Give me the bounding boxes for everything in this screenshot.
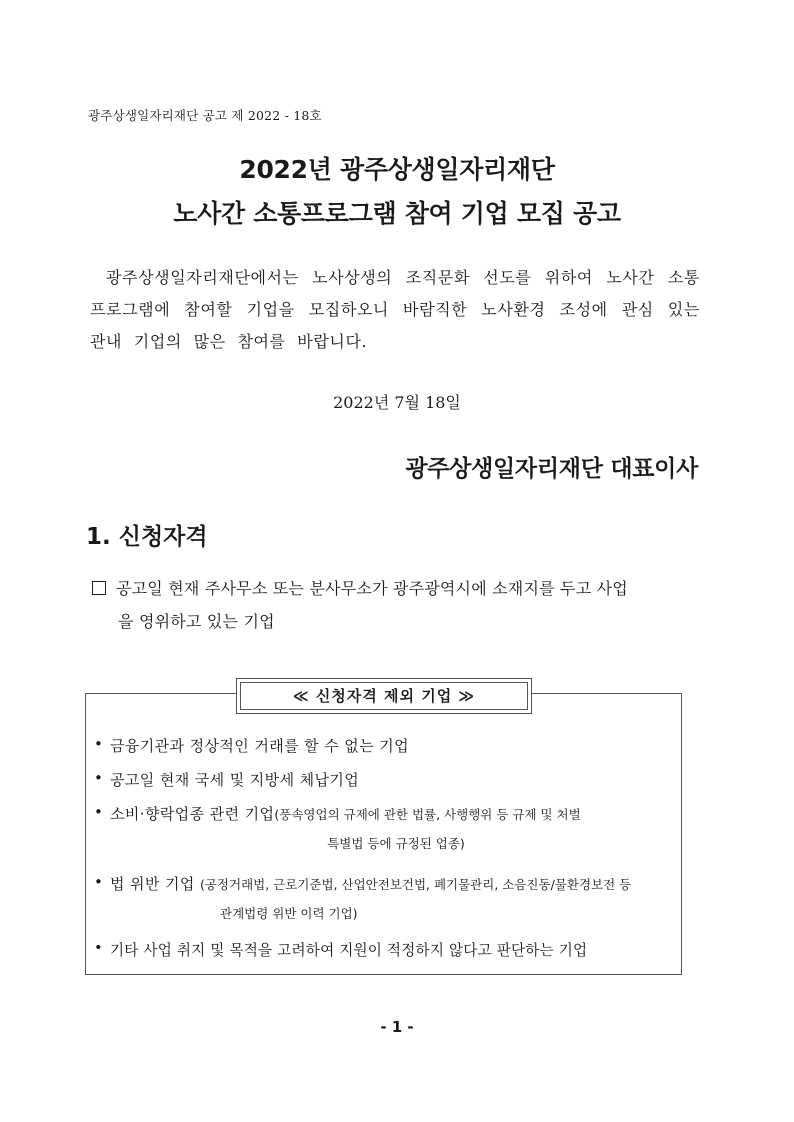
issuer-name: 광주상생일자리재단 대표이사 xyxy=(405,456,698,482)
list-item xyxy=(92,939,682,960)
exclusion-detail: (풍속영업의 규제에 관한 법률, 사행행위 등 규제 및 처벌 xyxy=(274,807,581,822)
exclusion-text: 기타 사업 취지 및 목적을 고려하여 지원이 적정하지 않다고 판단하는 기업 xyxy=(110,942,588,959)
exclusion-text: 공고일 현재 국세 및 지방세 체납기업 xyxy=(110,771,360,789)
document-title-line2: 노사간 소통프로그램 참여 기업 모집 공고 xyxy=(173,199,621,228)
eligibility-text-line1: 공고일 현재 주사무소 또는 분사무소가 광주광역시에 소재지를 두고 사업 xyxy=(116,579,628,598)
page-number: - 1 - xyxy=(380,1018,414,1036)
bullet-icon: • xyxy=(94,939,103,956)
exclusion-list xyxy=(92,735,682,960)
exclusion-text: 법 위반 기업 xyxy=(110,875,200,893)
checkbox-icon xyxy=(92,581,106,595)
exclusion-box-label: ≪ 신청자격 제외 기업 ≫ xyxy=(236,678,532,714)
list-item xyxy=(92,769,682,803)
notice-number: 광주상생일자리재단 공고 제 2022 - 18호 xyxy=(88,108,322,123)
exclusion-text: 금융기관과 정상적인 거래를 할 수 없는 기업 xyxy=(110,737,410,755)
list-item xyxy=(92,873,682,939)
eligibility-item xyxy=(92,572,702,638)
exclusion-detail-cont: 특별법 등에 규정된 업종) xyxy=(327,836,465,851)
bullet-icon: • xyxy=(94,873,104,891)
exclusion-detail: (공정거래법, 근로기준법, 산업안전보건법, 폐기물관리, 소음진동/물환경보전 등 xyxy=(199,877,632,892)
notice-date: 2022년 7월 18일 xyxy=(333,393,461,412)
bullet-icon: • xyxy=(94,735,104,753)
exclusion-text: 소비·향락업종 관련 기업 xyxy=(110,805,275,823)
section-heading-eligibility: 1. 신청자격 xyxy=(86,524,208,550)
list-item xyxy=(92,735,682,769)
list-item xyxy=(92,803,682,873)
bullet-icon: • xyxy=(94,803,104,821)
bullet-icon: • xyxy=(94,769,104,787)
eligibility-text-line2: 을 영위하고 있는 기업 xyxy=(118,612,275,631)
intro-paragraph: 광주상생일자리재단에서는 노사상생의 조직문화 선도를 위하여 노사간 소통프로그램에 참여할 기업을 모집하오니 바람직한 노사환경 조성에 관심 있는 관내 기업의 많은 참여를 바랍니다. xyxy=(90,268,700,351)
document-title-line1: 2022년 광주상생일자리재단 xyxy=(239,155,555,184)
exclusion-detail-cont: 관계법령 위반 이력 기업) xyxy=(220,906,358,921)
